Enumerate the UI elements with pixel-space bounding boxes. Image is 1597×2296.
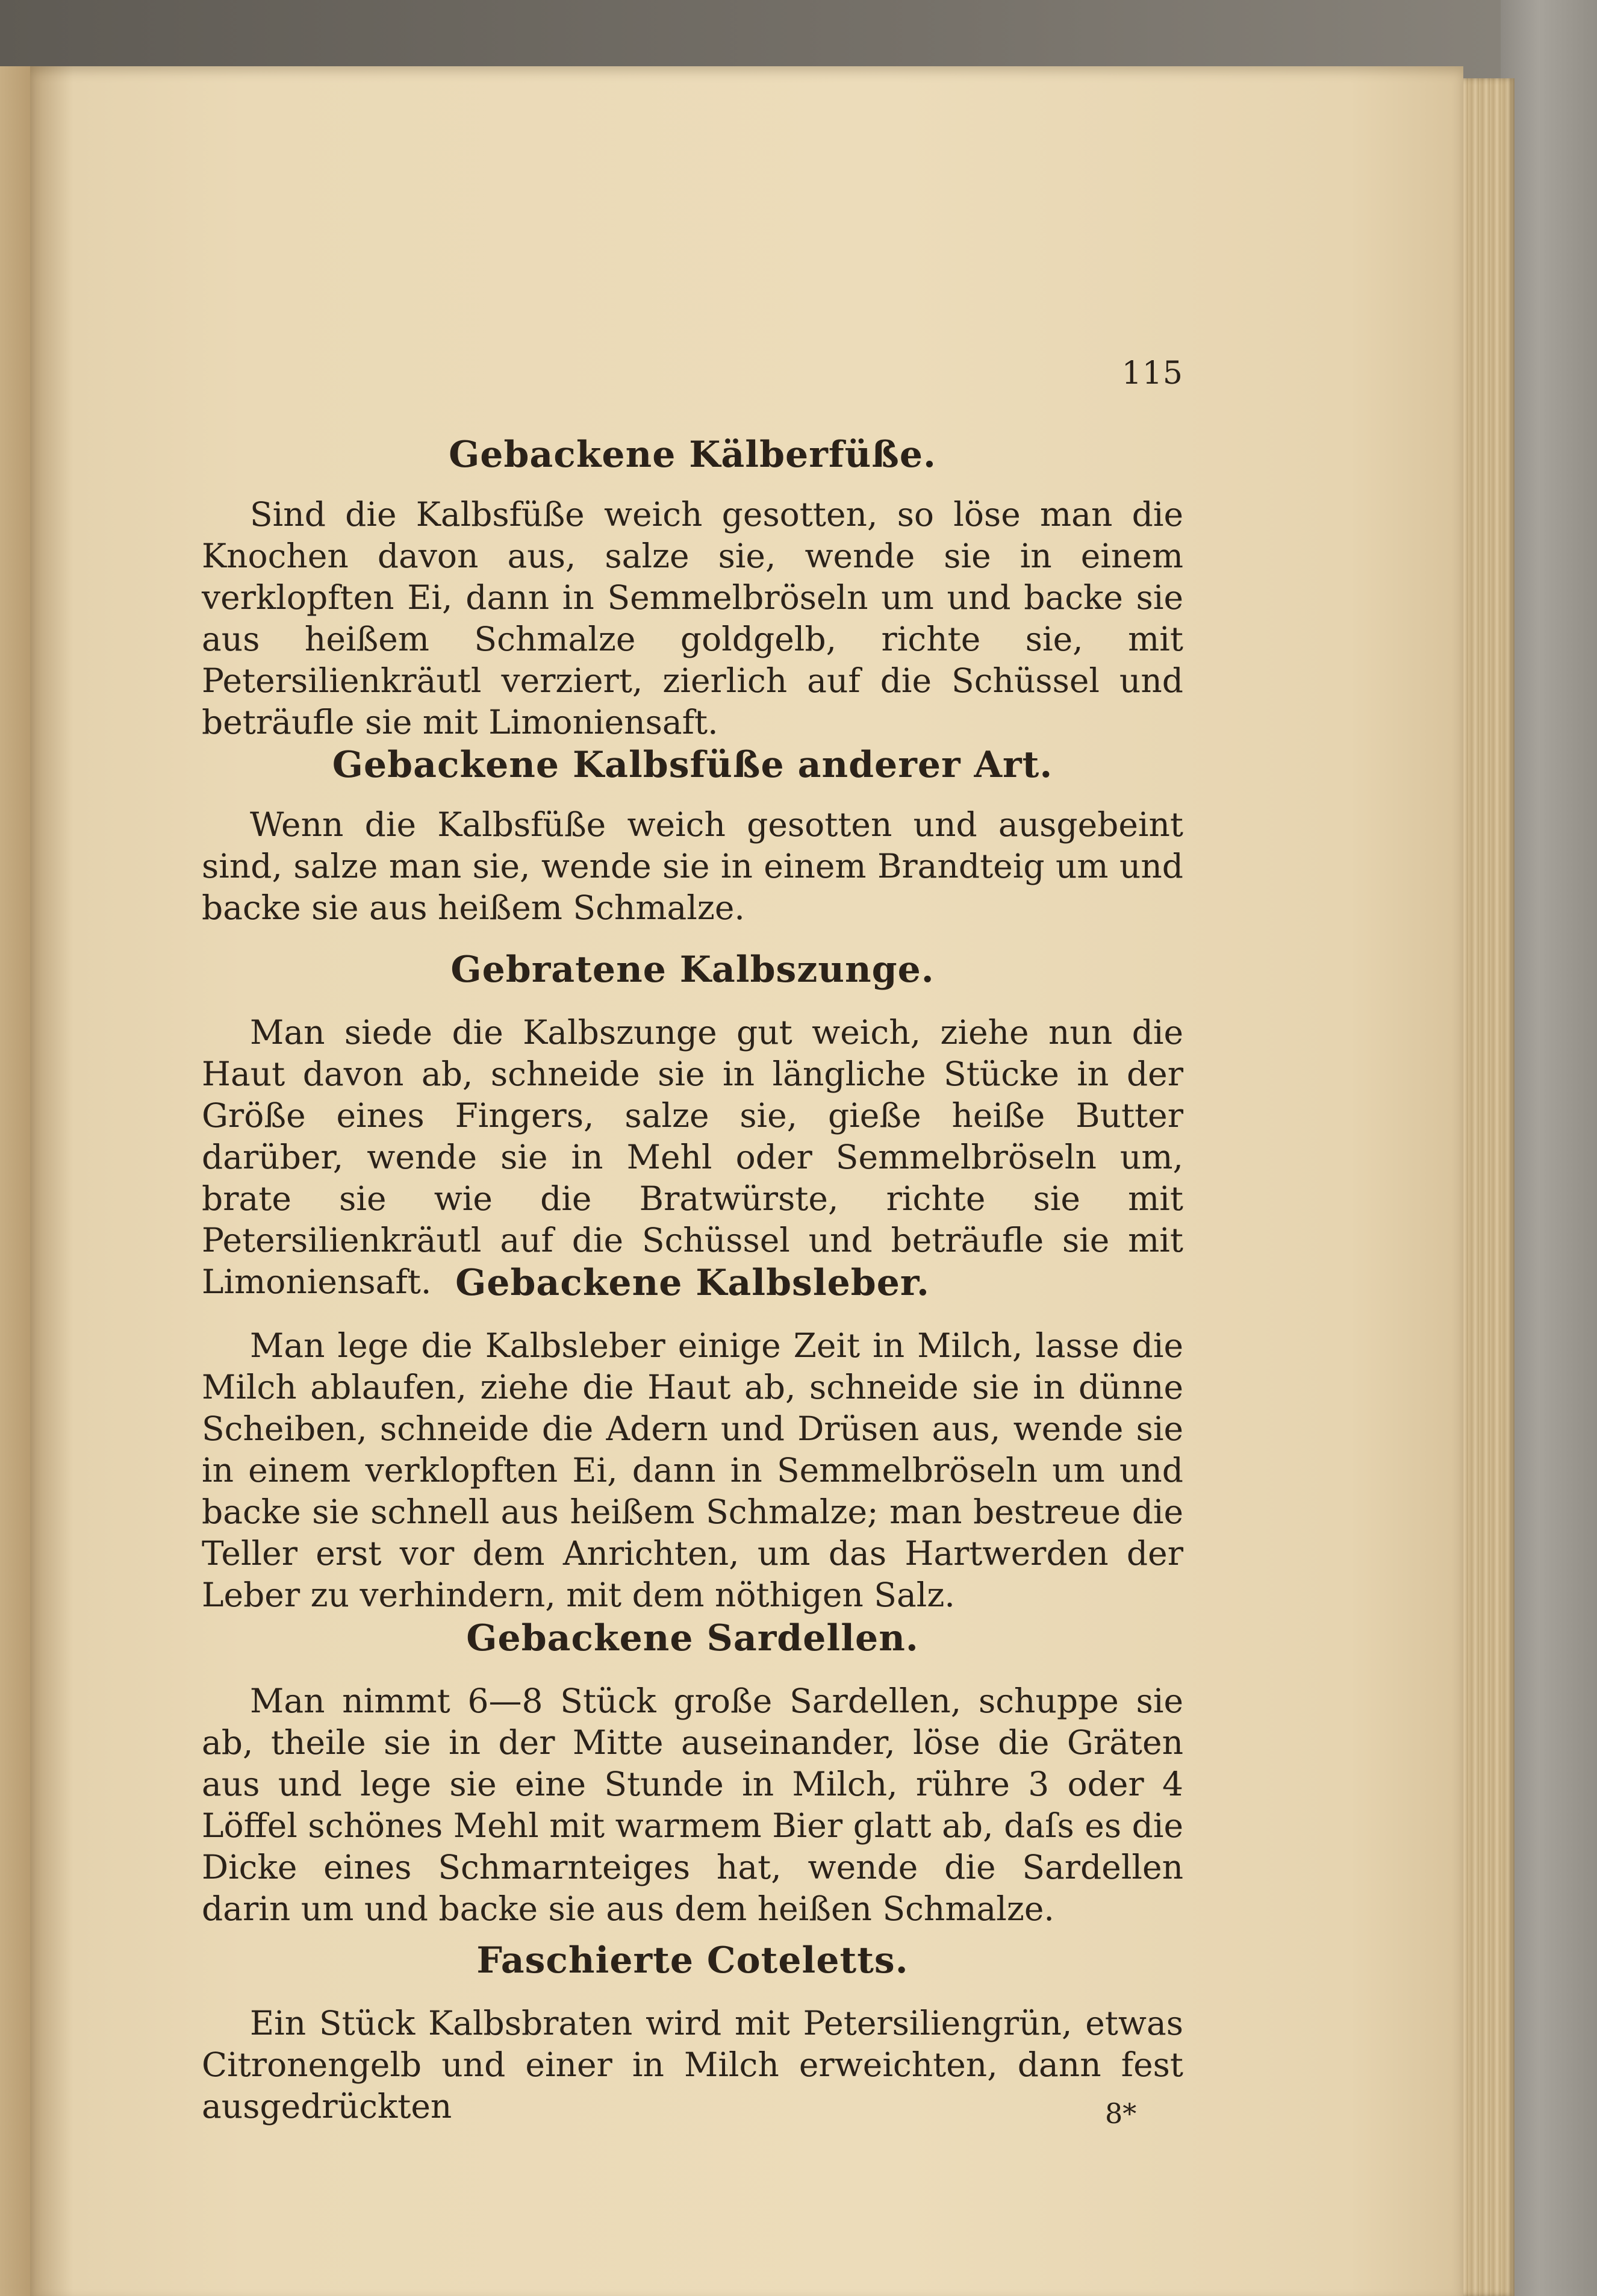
recipe-title: Gebackene Kälberfüße. xyxy=(449,434,936,476)
recipe-text: Ein Stück Kalbsbraten wird mit Petersiliengrün, etwas Citronengelb und einer in Milch erweichten, dann fest ausgedrückten xyxy=(202,2004,1183,2126)
recipe-title: Gebackene Kalbsfüße anderer Art. xyxy=(332,744,1053,786)
signature-mark: 8* xyxy=(1105,2097,1137,2130)
recipe-title: Gebratene Kalbszunge. xyxy=(450,949,935,991)
previous-page-edge xyxy=(0,66,33,2296)
book-page xyxy=(30,66,1463,2296)
recipe-text: Man nimmt 6—8 Stück große Sardellen, schuppe sie ab, theile sie in der Mitte auseinander, löse die Gräten aus und lege sie eine Stunde in Milch, rühre 3 oder 4 Löffel schönes Mehl mit warmem Bier glatt ab, daſs es die Dicke eines Schmarnteiges hat, wende die Sardellen darin um und backe sie aus dem heißen Schmalze. xyxy=(202,1682,1183,1928)
recipe-text: Man lege die Kalbsleber einige Zeit in Milch, lasse die Milch ablaufen, ziehe die Haut ab, schneide sie in dünne Scheiben, schneide die Adern und Drüsen aus, wende sie in einem verklopften Ei, dann in Semmelbröseln um und backe sie schnell aus heißem Schmalze; man bestreue die Teller erst vor dem Anrichten, um das Hartwerden der Leber zu verhindern, mit dem nöthigen Salz. xyxy=(202,1326,1183,1614)
recipe-text: Wenn die Kalbsfüße weich gesotten und ausgebeint sind, salze man sie, wende sie in einem Brandteig um und backe sie aus heißem Schmalze. xyxy=(202,805,1183,927)
recipe-title: Faschierte Coteletts. xyxy=(476,1939,909,1982)
recipe-title: Gebackene Kalbsleber. xyxy=(455,1262,930,1304)
recipe-text: Sind die Kalbsfüße weich gesotten, so löse man die Knochen davon aus, salze sie, wende sie in einem verklopften Ei, dann in Semmelbröseln um und backe sie aus heißem Schmalze goldgelb, richte sie, mit Petersilienkräutl verziert, zierlich auf die Schüssel und beträufle sie mit Limoniensaft. xyxy=(202,495,1183,741)
page-stack-edges xyxy=(1457,78,1515,2296)
recipe-title: Gebackene Sardellen. xyxy=(466,1617,919,1659)
page-number: 115 xyxy=(1121,355,1183,392)
recipe-text: Man siede die Kalbszunge gut weich, ziehe nun die Haut davon ab, schneide sie in längliche Stücke in der Größe eines Fingers, salze sie, gieße heiße Butter darüber, wende sie in Mehl oder Semmelbröseln um, brate sie wie die Bratwürste, richte sie mit Petersilienkräutl auf die Schüssel und beträufle sie mit Limoniensaft. xyxy=(202,1013,1183,1301)
book-cover-edge xyxy=(1501,0,1597,2296)
